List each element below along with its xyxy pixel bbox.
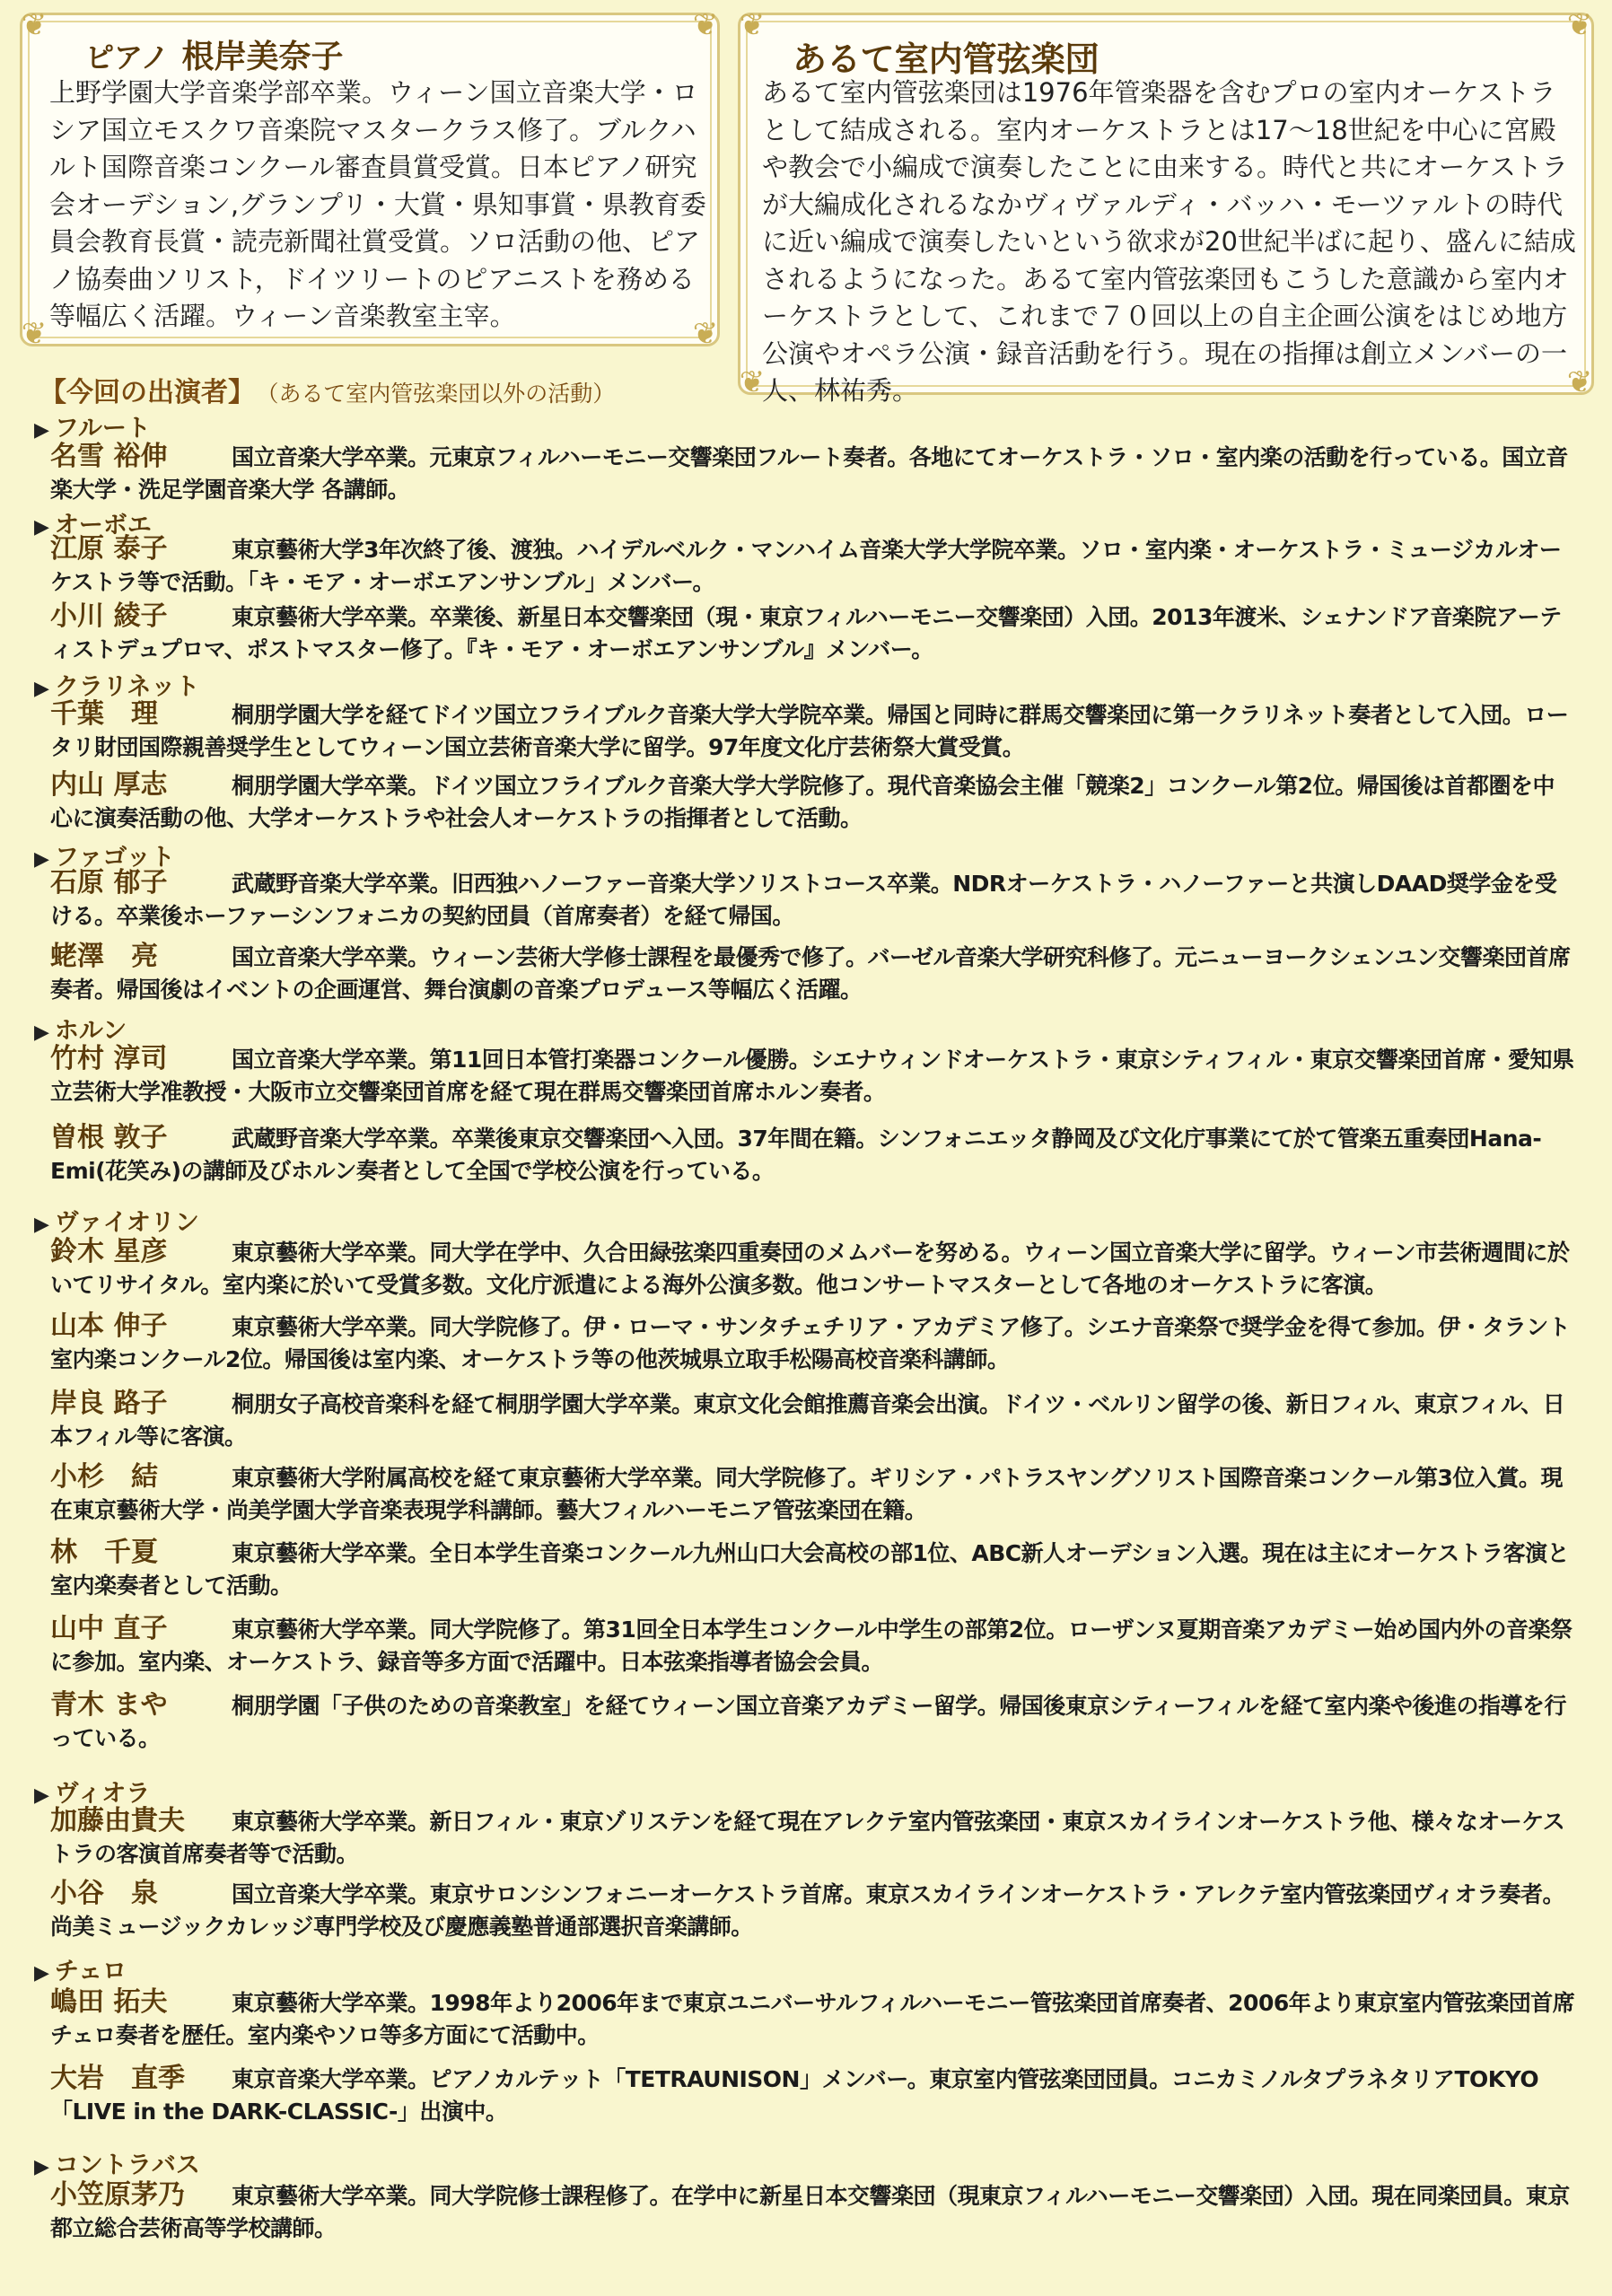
- performer-bio: 東京藝術大学卒業。同大学在学中、久合田緑弦楽四重奏団のメムバーを努める。ウィーン国立音楽大学に留学。ウィーン市芸術週間に於いてリサイタル。室内楽に於いて受賞多数。文化庁派遣による海外公演多数。他コンサートマスターとして各地のオーケストラに客演。: [50, 1240, 1570, 1298]
- performer-name: 加藤由貴夫: [50, 1805, 185, 1836]
- performers-title: 【今回の出演者】: [39, 377, 255, 408]
- performer-name: 小谷 泉: [50, 1878, 158, 1909]
- performer-bio: 桐朋女子高校音楽科を経て桐朋学園大学卒業。東京文化会館推薦音楽会出演。ドイツ・ベルリン留学の後、新日フィル、東京フィル、日本フィル等に客演。: [50, 1391, 1565, 1450]
- performer-name: 小杉 結: [50, 1461, 158, 1493]
- performer-name: 蛯澤 亮: [50, 941, 158, 972]
- performer-bio: 桐朋学園「子供のための音楽教室」を経てウィーン国立音楽アカデミー留学。帰国後東京シティーフィルを経て室内楽や後進の指導を行っている。: [50, 1693, 1567, 1751]
- performer-name: 石原 郁子: [50, 867, 168, 898]
- performer-bio: 東京藝術大学卒業。全日本学生音楽コンクール九州山口大会高校の部1位、ABC新人オーデション入選。現在は主にオーケストラ客演と室内楽奏者として活動。: [50, 1540, 1570, 1599]
- triangle-bullet-icon: ▶: [34, 1784, 49, 1807]
- section-viola: ▶ ヴィオラ: [34, 1780, 151, 1808]
- performer-entry: [50, 1461, 1576, 1527]
- ornament-corner-icon: ❦: [21, 316, 48, 352]
- performers-note: （あるて室内管弦楽団以外の活動）: [267, 381, 616, 407]
- performer-bio: 国立音楽大学卒業。第11回日本管打楽器コンクール優勝。シエナウィンドオーケストラ・東京シティフィル・東京交響楽団首席・愛知県立芸術大学准教授・大阪市立交響楽団首席を経て現在群馬交響楽団首席ホルン奏者。: [50, 1047, 1574, 1105]
- ornament-corner-icon: ❦: [1566, 7, 1593, 43]
- performer-name: 林 千夏: [50, 1537, 158, 1568]
- performer-name: 大岩 直季: [50, 2063, 185, 2094]
- performer-entry: [50, 698, 1576, 764]
- triangle-bullet-icon: ▶: [34, 1021, 49, 1044]
- performer-name: 竹村 淳司: [50, 1043, 168, 1074]
- performer-entry: [50, 1537, 1576, 1602]
- section-horn: ▶ ホルン: [34, 1017, 127, 1045]
- triangle-bullet-icon: ▶: [34, 848, 49, 871]
- performers-heading: [39, 370, 615, 409]
- performer-name: 鈴木 星彦: [50, 1236, 168, 1267]
- ornament-corner-icon: ❦: [1566, 364, 1593, 400]
- pianist-bio: 上野学園大学音楽学部卒業。ウィーン国立音楽大学・ロシア国立モスクワ音楽院マスタークラス修了。ブルクハルト国際音楽コンクール審査員賞受賞。日本ピアノ研究会オーデション,グランプリ・大賞・県知事賞・県教育委員会教育長賞・読売新聞社賞受賞。ソロ活動の他、ピアノ協奏曲ソリスト，ドイツリートのピアニストを務める等幅広く活躍。ウィーン音楽教室主宰。: [49, 77, 706, 331]
- orchestra-bio: あるて室内管弦楽団は1976年管楽器を含むプロの室内オーケストラとして結成される。室内オーケストラとは17〜18世紀を中心に宮殿や教会で小編成で演奏したことに由来する。時代と共にオーケストラが大編成化されるなかヴィヴァルディ・バッハ・モーツァルトの時代に近い編成で演奏したいという欲求が20世紀半ばに起り、盛んに結成されるようになった。あるて室内管弦楽団もこうした意識から室内オーケストラとして、これまで７０回以上の自主企画公演をはじめ地方公演やオペラ公演・録音活動を行う。現在の指揮は創立メンバーの一人、林祐秀。: [762, 77, 1576, 406]
- performer-entry: [50, 1986, 1576, 2052]
- performer-bio: 東京藝術大学卒業。新日フィル・東京ゾリステンを経て現在アレクテ室内管弦楽団・東京スカイラインオーケストラ他、様々なオーケストラの客演首席奏者等で活動。: [50, 1809, 1565, 1867]
- performer-bio: 東京藝術大学卒業。同大学院修了。第31回全日本学生コンクール中学生の部第2位。ローザンヌ夏期音楽アカデミー始め国内外の音楽祭に参加。室内楽、オーケストラ、録音等多方面で活躍中。日本弦楽指導者協会会員。: [50, 1617, 1573, 1675]
- section-oboe: ▶ オーボエ: [34, 512, 152, 539]
- orchestra-profile-frame: [738, 7, 1594, 406]
- pianist-heading: [85, 31, 343, 77]
- performer-name: 山本 伸子: [50, 1310, 168, 1342]
- performer-name: 小川 綾子: [50, 600, 168, 632]
- performer-entry: [50, 1805, 1576, 1871]
- pianist-profile-frame: [20, 7, 720, 352]
- performer-entry: [50, 1689, 1576, 1755]
- performer-bio: 東京藝術大学卒業。同大学院修了。伊・ローマ・サンタチェチリア・アカデミア修了。シエナ音楽祭で奨学金を得て参加。伊・タラント室内楽コンクール2位。帰国後は室内楽、オーケストラ等の他茨城県立取手松陽高校音楽科講師。: [50, 1314, 1571, 1372]
- performer-entry: [50, 600, 1576, 666]
- section-cello: ▶ チェロ: [34, 1958, 127, 1985]
- section-clarinet: ▶ クラリネット: [34, 673, 200, 701]
- performer-bio: 東京藝術大学卒業。卒業後、新星日本交響楽団（現・東京フィルハーモニー交響楽団）入団。2013年渡米、シェナンドア音楽院アーティストデュプロマ、ポストマスター修了。『キ・モア・オーボエアンサンブル』メンバー。: [50, 604, 1562, 662]
- performer-name: 嶋田 拓夫: [50, 1986, 168, 2018]
- performer-entry: [50, 1236, 1576, 1301]
- pianist-name: 根岸美奈子: [181, 39, 344, 75]
- performer-entry: [50, 441, 1576, 506]
- triangle-bullet-icon: ▶: [34, 2156, 49, 2178]
- performer-bio: 東京藝術大学附属高校を経て東京藝術大学卒業。同大学院修了。ギリシア・パトラスヤングソリスト国際音楽コンクール第3位入賞。現在東京藝術大学・尚美学園大学音楽表現学科講師。藝大フィルハーモニア管弦楽団在籍。: [50, 1465, 1563, 1523]
- performer-entry: [50, 1388, 1576, 1453]
- performer-entry: [50, 941, 1576, 1006]
- performer-bio: 武蔵野音楽大学卒業。旧西独ハノーファー音楽大学ソリストコース卒業。NDRオーケストラ・ハノーファーと共演しDAAD奨学金を受ける。卒業後ホーファーシンフォニカの契約団員（首席奏者）を経て帰国。: [50, 871, 1557, 929]
- ornament-corner-icon: ❦: [739, 7, 766, 43]
- performer-bio: 東京藝術大学卒業。1998年より2006年まで東京ユニバーサルフィルハーモニー管弦楽団首席奏者、2006年より東京室内管弦楽団首席チェロ奏者を歴任。室内楽やソロ等多方面にて活動中。: [50, 1990, 1575, 2048]
- performer-name: 青木 まや: [50, 1689, 168, 1721]
- performer-name: 江原 泰子: [50, 533, 168, 565]
- performer-bio: 国立音楽大学卒業。ウィーン芸術大学修士課程を最優秀で修了。バーゼル音楽大学研究科修了。元ニューヨークシェンユン交響楽団首席奏者。帰国後はイベントの企画運営、舞台演劇の音楽プロデュース等幅広く活躍。: [50, 944, 1571, 1003]
- performer-name: 曽根 敦子: [50, 1122, 168, 1153]
- performer-name: 小笠原茅乃: [50, 2179, 185, 2211]
- performer-entry: [50, 1310, 1576, 1376]
- ornament-corner-icon: ❦: [692, 316, 719, 352]
- triangle-bullet-icon: ▶: [34, 1962, 49, 1985]
- performer-entry: [50, 769, 1576, 835]
- performer-name: 千葉 理: [50, 698, 158, 730]
- performer-name: 名雪 裕伸: [50, 441, 168, 472]
- performer-bio: 国立音楽大学卒業。元東京フィルハーモニー交響楽団フルート奏者。各地にてオーケストラ・ソロ・室内楽の活動を行っている。国立音楽大学・洗足学園音楽大学 各講師。: [50, 444, 1568, 503]
- performer-entry: [50, 533, 1576, 599]
- performer-bio: 国立音楽大学卒業。東京サロンシンフォニーオーケストラ首席。東京スカイラインオーケストラ・アレクテ室内管弦楽団ヴィオラ奏者。尚美ミュージックカレッジ専門学校及び慶應義塾普通部選択音楽講師。: [50, 1881, 1565, 1940]
- orchestra-name: あるて室内管弦楽団: [793, 39, 1099, 79]
- performer-bio: 桐朋学園大学を経てドイツ国立フライブルク音楽大学大学院卒業。帰国と同時に群馬交響楽団に第一クラリネット奏者として入団。ロータリ財団国際親善奨学生としてウィーン国立芸術音楽大学に留学。97年度文化庁芸術祭大賞受賞。: [50, 702, 1569, 760]
- section-contrabass: ▶ コントラバス: [34, 2151, 200, 2179]
- performer-name: 山中 直子: [50, 1613, 168, 1644]
- performer-name: 岸良 路子: [50, 1388, 168, 1419]
- performer-bio: 武蔵野音楽大学卒業。卒業後東京交響楽団へ入団。37年間在籍。シンフォニエッタ静岡及び文化庁事業にて於て管楽五重奏団Hana-Emi(花笑み)の講師及びホルン奏者として全国で学校公演を行っている。: [50, 1126, 1542, 1184]
- performer-entry: [50, 1878, 1576, 1943]
- section-bassoon: ▶ ファゴット: [34, 844, 175, 872]
- triangle-bullet-icon: ▶: [34, 419, 49, 442]
- performer-entry: [50, 1613, 1576, 1678]
- performer-entry: [50, 1043, 1576, 1109]
- performer-bio: 東京藝術大学卒業。同大学院修士課程修了。在学中に新星日本交響楽団（現東京フィルハーモニー交響楽団）入団。現在同楽団員。東京都立総合芸術高等学校講師。: [50, 2183, 1570, 2241]
- triangle-bullet-icon: ▶: [34, 516, 49, 539]
- section-violin: ▶ ヴァイオリン: [34, 1209, 199, 1237]
- performer-entry: [50, 2179, 1576, 2245]
- ornament-corner-icon: ❦: [739, 364, 766, 400]
- performer-bio: 桐朋学園大学卒業。ドイツ国立フライブルク音楽大学大学院修了。現代音楽協会主催「競楽2」コンクール第2位。帰国後は首都圏を中心に演奏活動の他、大学オーケストラや社会人オーケストラの指揮者として活動。: [50, 773, 1555, 831]
- ornament-corner-icon: ❦: [692, 7, 719, 43]
- triangle-bullet-icon: ▶: [34, 1214, 49, 1236]
- triangle-bullet-icon: ▶: [34, 678, 49, 700]
- performer-entry: [50, 867, 1576, 933]
- ornament-corner-icon: ❦: [21, 7, 48, 43]
- performer-entry: [50, 2063, 1576, 2128]
- pianist-role: ピアノ: [85, 40, 170, 74]
- section-flute: ▶ フルート: [34, 415, 151, 443]
- performer-bio: 東京音楽大学卒業。ピアノカルテット「TETRAUNISON」メンバー。東京室内管弦楽団団員。コニカミノルタプラネタリアTOKYO「LIVE in the DARK-CLASSIC-」出演中。: [50, 2066, 1539, 2125]
- performer-entry: [50, 1122, 1576, 1187]
- performer-name: 内山 厚志: [50, 769, 168, 801]
- performer-bio: 東京藝術大学3年次終了後、渡独。ハイデルベルク・マンハイム音楽大学大学院卒業。ソロ・室内楽・オーケストラ・ミュージカルオーケストラ等で活動。「キ・モア・オーボエアンサンブル」メンバー。: [50, 537, 1562, 595]
